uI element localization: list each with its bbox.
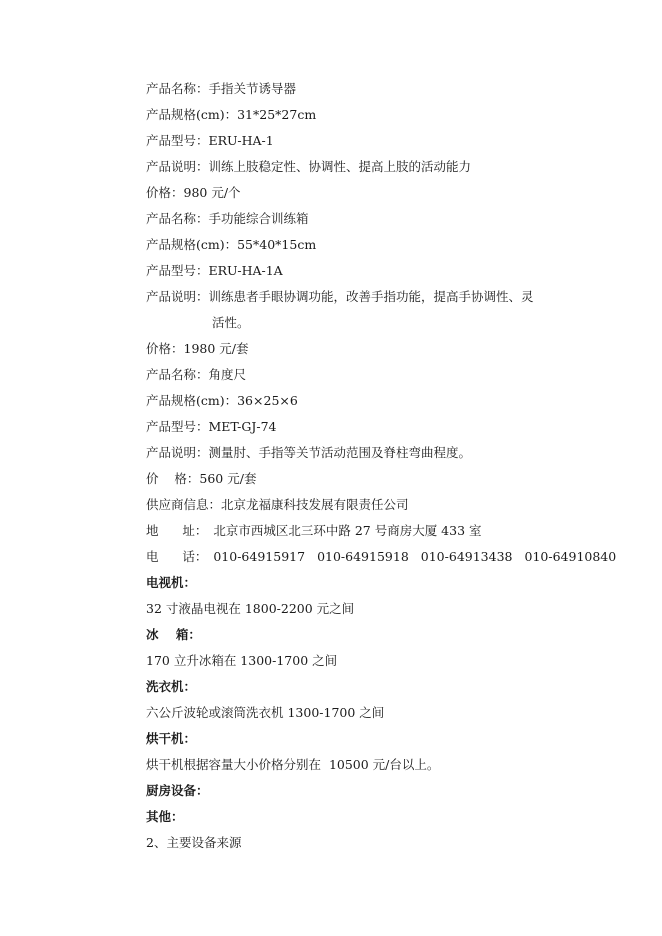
product-1-description: 产品说明：训练上肢稳定性、协调性、提高上肢的活动能力 <box>146 159 472 174</box>
product-2-price: 价格：1980 元/套 <box>146 341 249 356</box>
product-3-name: 产品名称：角度尺 <box>146 367 247 382</box>
address-value: 北京市西城区北三环中路 27 号商房大厦 433 室 <box>213 523 482 538</box>
product-1-spec: 产品规格(cm)：31*25*27cm <box>146 107 317 122</box>
product-1-price: 价格：980 元/个 <box>146 185 241 200</box>
appliance-fridge-text: 170 立升冰箱在 1300-1700 之间 <box>146 653 338 668</box>
phone-number-1: 010-64915917 <box>213 549 306 564</box>
appliance-dryer-heading: 烘干机： <box>146 731 197 746</box>
product-3-model: 产品型号：MET-GJ-74 <box>146 419 277 434</box>
address-label: 地 址： <box>146 523 208 538</box>
price-value: 560 元/套 <box>199 471 257 486</box>
product-1-name: 产品名称：手指关节诱导器 <box>146 81 297 96</box>
product-2-spec: 产品规格(cm)：55*40*15cm <box>146 237 317 252</box>
appliance-washer-heading: 洗衣机： <box>146 679 197 694</box>
kitchen-heading: 厨房设备： <box>146 783 209 798</box>
supplier-address <box>146 523 482 539</box>
product-3-spec: 产品规格(cm)：36×25×6 <box>146 393 298 408</box>
appliance-dryer-text: 烘干机根据容量大小价格分别在 10500 元/台以上。 <box>146 757 440 772</box>
phone-label: 电 话： <box>146 549 208 564</box>
appliance-fridge-heading: 冰 箱： <box>146 627 201 642</box>
supplier-info: 供应商信息：北京龙福康科技发展有限责任公司 <box>146 497 409 512</box>
product-2-description: 产品说明：训练患者手眼协调功能，改善手指功能，提高手协调性、灵 <box>146 289 534 304</box>
price-label: 价 格： <box>146 471 200 486</box>
appliance-tv-heading: 电视机： <box>146 575 197 590</box>
other-heading: 其他： <box>146 809 184 824</box>
product-3-price <box>146 471 256 487</box>
phone-number-4: 010-64910840 <box>524 549 617 564</box>
appliance-washer-text: 六公斤波轮或滚筒洗衣机 1300-1700 之间 <box>146 705 385 720</box>
product-1-model: 产品型号：ERU-HA-1 <box>146 133 274 148</box>
appliance-tv-text: 32 寸液晶电视在 1800-2200 元之间 <box>146 601 355 616</box>
phone-number-2: 010-64915918 <box>317 549 409 564</box>
phone-number-3: 010-64913438 <box>420 549 513 564</box>
supplier-phone <box>146 549 616 565</box>
product-3-description: 产品说明：测量肘、手指等关节活动范围及脊柱弯曲程度。 <box>146 445 472 460</box>
product-2-description-cont: 活性。 <box>212 315 250 330</box>
section-title: 2、主要设备来源 <box>146 835 242 850</box>
product-2-model: 产品型号：ERU-HA-1A <box>146 263 283 278</box>
product-2-name: 产品名称：手功能综合训练箱 <box>146 211 309 226</box>
